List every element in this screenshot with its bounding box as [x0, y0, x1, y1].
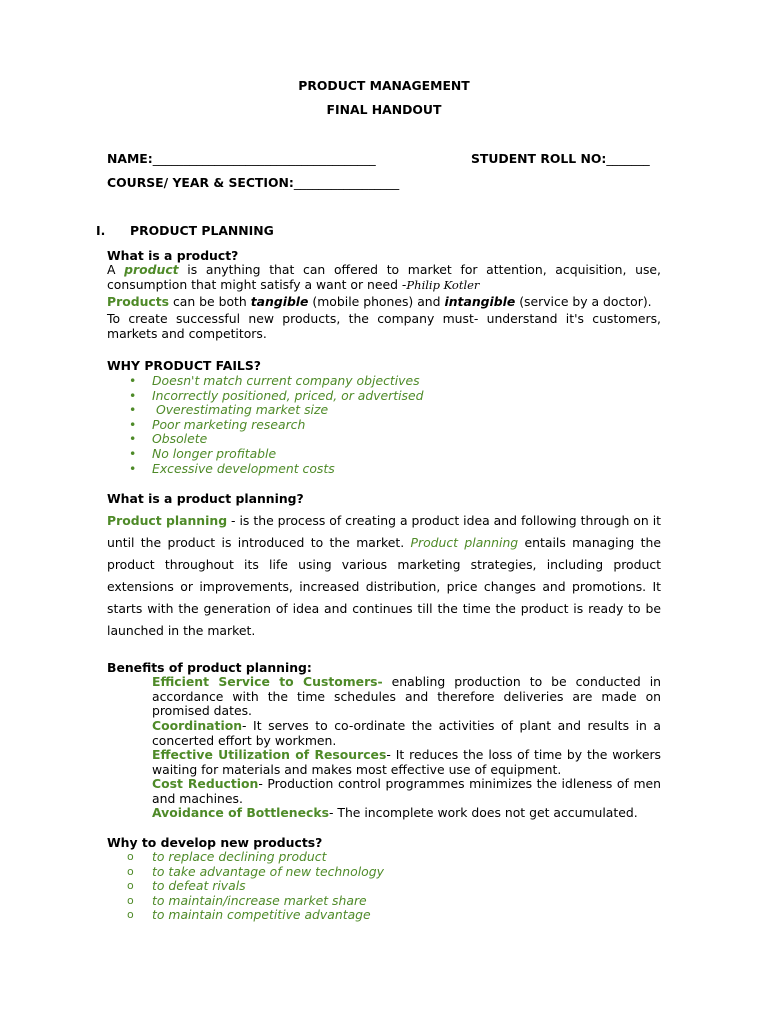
- def-text-b: is anything that can offered to market for attention, acquisition, use, consumption that might satisfy a want or need -: [107, 262, 661, 292]
- list-item: [107, 850, 661, 865]
- list-item: [107, 865, 661, 880]
- product-success-text: To create successful new products, the company must- understand it's customers, markets and competitors.: [107, 311, 661, 341]
- bullet-icon: •: [129, 416, 137, 432]
- intangible-term: intangible: [444, 294, 516, 309]
- benefit-item: [152, 748, 661, 777]
- list-item: [107, 389, 661, 404]
- name-line: ____________________________________: [152, 151, 376, 166]
- types-text-c: (service by a doctor).: [515, 294, 652, 309]
- course-label: COURSE/ YEAR & SECTION:: [107, 175, 294, 190]
- products-term: Products: [107, 294, 170, 309]
- roll-line: _______: [606, 151, 650, 166]
- list-item-text: Doesn't match current company objectives: [152, 373, 420, 388]
- circle-bullet-icon: o: [127, 893, 134, 907]
- benefit-item: [152, 777, 661, 806]
- benefit-item: [152, 719, 661, 748]
- why-fails-heading: WHY PRODUCT FAILS?: [107, 358, 261, 373]
- benefit-term: Cost Reduction: [152, 776, 259, 791]
- product-types: [107, 295, 661, 310]
- planning-text-b: entails managing the product throughout its life using various marketing strategies, including product extensions or improvements, increased distribution, price changes and promotions. It starts with the generation of idea and continues till the time the product is ready to be launched in the market.: [107, 534, 661, 638]
- benefit-term: Efficient Service to Customers-: [152, 674, 383, 689]
- benefit-text: enabling production to be conducted in accordance with the time schedules and therefore deliveries are made on promised dates.: [152, 674, 661, 719]
- list-item-text: Poor marketing research: [152, 416, 306, 432]
- why-develop-list: [107, 850, 661, 923]
- why-develop-heading: Why to develop new products?: [107, 835, 323, 850]
- list-item: [107, 462, 661, 477]
- what-is-product-heading: What is a product?: [107, 248, 239, 263]
- name-field: [107, 151, 376, 166]
- types-text-a: can be both: [169, 294, 251, 309]
- list-item-text: Overestimating market size: [152, 402, 329, 418]
- benefit-term: Effective Utilization of Resources: [152, 747, 387, 762]
- benefit-term: Avoidance of Bottlenecks: [152, 805, 329, 820]
- benefit-text: - The incomplete work does not get accumulated.: [328, 805, 638, 820]
- benefit-term: Coordination: [152, 718, 243, 733]
- benefits-heading: Benefits of product planning:: [107, 660, 312, 675]
- section-title: PRODUCT PLANNING: [130, 223, 274, 238]
- bullet-icon: •: [129, 460, 137, 476]
- list-item: [107, 418, 661, 433]
- benefit-text: - It serves to co-ordinate the activities of plant and results in a concerted effort by workmen.: [152, 718, 661, 748]
- list-item-text: to maintain competitive advantage: [152, 907, 371, 923]
- benefit-text: - Production control programmes minimizes the idleness of men and machines.: [152, 776, 661, 806]
- list-item-text: Excessive development costs: [152, 460, 335, 476]
- types-text-b: (mobile phones) and: [308, 294, 445, 309]
- list-item-text: Obsolete: [152, 431, 208, 447]
- circle-bullet-icon: o: [127, 908, 134, 922]
- list-item-text: to defeat rivals: [152, 878, 246, 894]
- product-planning-term-2: Product planning: [410, 534, 519, 550]
- benefit-item: [152, 806, 661, 821]
- list-item: [107, 447, 661, 462]
- product-planning-text: [107, 510, 661, 641]
- list-item: [107, 432, 661, 447]
- name-label: NAME:: [107, 151, 153, 166]
- list-item: [107, 908, 661, 923]
- circle-bullet-icon: o: [127, 864, 134, 878]
- course-field: [107, 175, 399, 190]
- list-item-text: to replace declining product: [152, 849, 327, 864]
- circle-bullet-icon: o: [127, 879, 134, 893]
- planning-text-a: - is the process of creating a product idea and following through on it until the product is introduced to the market.: [107, 513, 661, 550]
- why-fails-list: [107, 374, 661, 476]
- product-planning-heading: What is a product planning?: [107, 491, 304, 506]
- bullet-icon: •: [129, 431, 137, 447]
- list-item-text: to take advantage of new technology: [152, 863, 384, 879]
- document-subtitle: FINAL HANDOUT: [326, 102, 442, 117]
- bullet-icon: •: [129, 402, 137, 418]
- list-item-text: Incorrectly positioned, priced, or advertised: [152, 387, 424, 403]
- roll-label: STUDENT ROLL NO:: [471, 151, 607, 166]
- section-numeral: I.: [96, 223, 106, 238]
- list-item: [107, 894, 661, 909]
- author-signature: Philip Kotler: [406, 277, 480, 292]
- bullet-icon: •: [129, 373, 137, 388]
- course-line: _________________: [293, 175, 400, 190]
- bullet-icon: •: [129, 387, 137, 403]
- list-item-text: to maintain/increase market share: [152, 892, 367, 908]
- benefit-item: [152, 675, 661, 719]
- list-item: [107, 403, 661, 418]
- benefit-text: - It reduces the loss of time by the workers waiting for materials and makes most effective use of equipment.: [152, 747, 661, 777]
- document-title: PRODUCT MANAGEMENT: [298, 78, 470, 93]
- product-definition: [107, 263, 661, 292]
- bullet-icon: •: [129, 445, 137, 461]
- tangible-term: tangible: [250, 294, 309, 309]
- product-term: product: [124, 262, 179, 277]
- roll-field: [471, 151, 650, 166]
- list-item: [107, 879, 661, 894]
- circle-bullet-icon: o: [127, 850, 134, 863]
- def-text-a: A: [107, 262, 125, 277]
- list-item-text: No longer profitable: [152, 445, 277, 461]
- list-item: [107, 374, 661, 389]
- product-planning-term: Product planning: [107, 513, 228, 528]
